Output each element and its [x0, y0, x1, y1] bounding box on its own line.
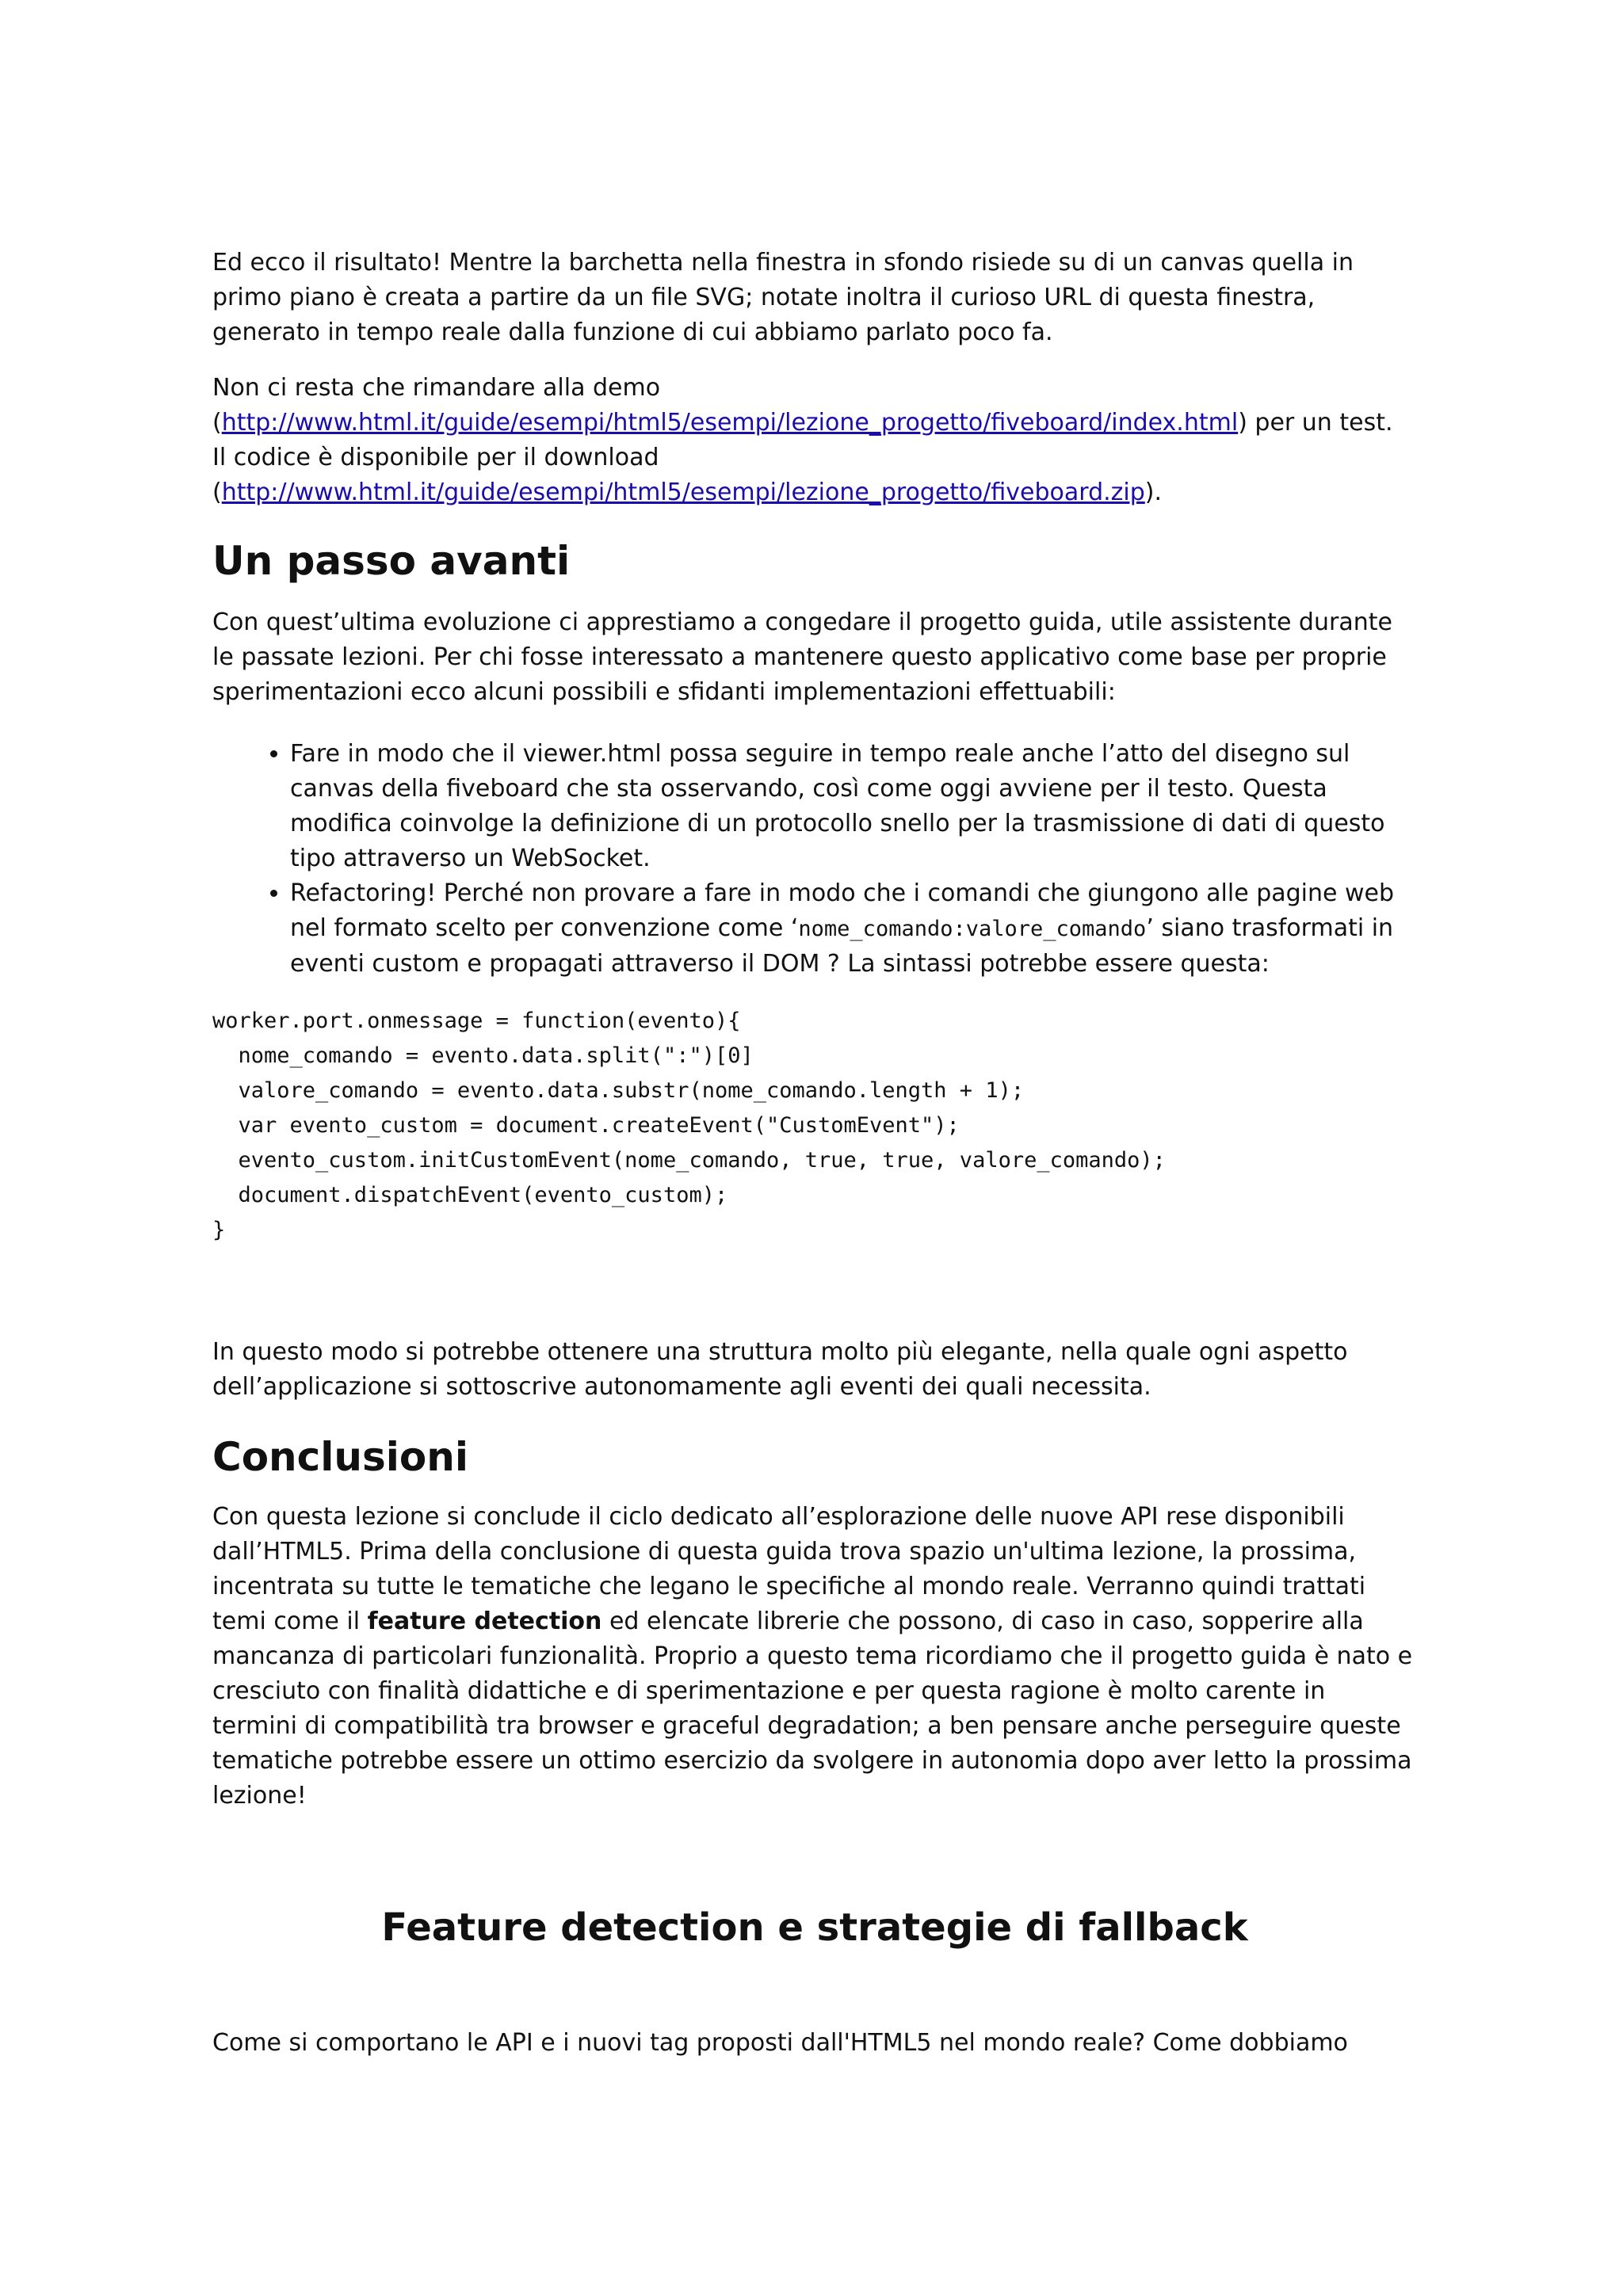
modo-paragraph: In questo modo si potrebbe ottenere una struttura molto più elegante, nella quale ogni aspetto dell’applicazione si sottoscrive autonomamente agli eventi dei quali necessita.	[212, 1338, 1348, 1401]
heading-un-passo-avanti: Un passo avanti	[212, 538, 571, 584]
demo-line1: Non ci resta che rimandare alla demo	[212, 374, 661, 402]
passo-paragraph: Con quest’ultima evoluzione ci apprestiamo a congedare il progetto guida, utile assistente durante le passate lezioni. Per chi fosse interessato a mantenere questo applicativo come base per proprie sperimentazioni ecco alcuni possibili e sfidanti implementazioni effettuabili:	[212, 608, 1392, 706]
code-line: evento_custom.initCustomEvent(nome_comando, true, true, valore_comando);	[212, 1148, 1166, 1173]
code-block	[212, 1004, 1417, 1248]
demo-link[interactable]: http://www.html.it/guide/esempi/html5/esempi/lezione_progetto/fiveboard/index.html	[221, 409, 1239, 437]
code-line: nome_comando = evento.data.split(":")[0]	[212, 1043, 754, 1068]
demo-after-link: ) per un test.	[1238, 409, 1393, 437]
inline-code-format: nome_comando:valore_comando	[798, 917, 1147, 941]
chapter-title: Feature detection e strategie di fallback	[381, 1905, 1248, 1950]
demo-paragraph	[212, 371, 1417, 510]
heading-conclusioni: Conclusioni	[212, 1434, 468, 1480]
code-line: valore_comando = evento.data.substr(nome_comando.length + 1);	[212, 1078, 1025, 1103]
spacer	[212, 1248, 1417, 1335]
next-paragraph: Come si comportano le API e i nuovi tag proposti dall'HTML5 nel mondo reale? Come dobbiamo	[212, 2029, 1348, 2057]
download-link[interactable]: http://www.html.it/guide/esempi/html5/esempi/lezione_progetto/fiveboard.zip	[221, 479, 1145, 506]
intro-paragraph: Ed ecco il risultato! Mentre la barchetta nella finestra in sfondo risiede su di un canvas quella in primo piano è creata a partire da un file SVG; notate inoltra il curioso URL di questa finestra, generato in tempo reale dalla funzione di cui abbiamo parlato poco fa.	[212, 249, 1354, 346]
download-after-link: ).	[1144, 479, 1163, 506]
document-page	[212, 246, 1417, 2061]
spacer	[212, 1953, 1417, 2026]
code-line: }	[212, 1218, 226, 1242]
refactoring-text-before: Refactoring! Perché non provare a fare in modo che i comandi che giungono alle pagine web nel formato scelto per convenzione come ‘	[290, 879, 1395, 942]
code-line: document.dispatchEvent(evento_custom);	[212, 1183, 728, 1207]
ideas-list	[212, 737, 1417, 982]
conclusioni-paragraph	[212, 1500, 1417, 1814]
code-line: var evento_custom = document.createEvent("CustomEvent");	[212, 1113, 960, 1138]
list-item-refactoring	[290, 876, 1417, 982]
demo-paren-open-1: (	[212, 409, 222, 437]
code-line: worker.port.onmessage = function(evento){	[212, 1009, 741, 1033]
download-line: Il codice è disponibile per il download	[212, 444, 659, 471]
bold-feature-detection: feature detection	[367, 1608, 602, 1635]
list-item-viewer: • Fare in modo che il viewer.html possa seguire in tempo reale anche l’atto del disegno sul canvas della fiveboard che sta osservando, così come oggi avviene per il testo. Questa modifica coinvolge la definizione di un protocollo snello per la trasmissione di dati di questo tipo attraverso un WebSocket.	[290, 737, 1417, 876]
download-paren-open: (	[212, 479, 222, 506]
conclusioni-text-before: Con questa lezione si conclude il ciclo dedicato all’esplorazione delle nuove API rese disponibili dall’HTML5. Prima della conclusione di questa guida trova spazio un'ultima lezione, la prossima, incentrata su tutte le tematiche che legano le specifiche al mondo reale. Verranno quindi trattati temi come il	[212, 1503, 1366, 1635]
refactoring-text-after: ’ siano trasformati in eventi custom e propagati attraverso il DOM ? La sintassi potrebbe essere questa:	[290, 914, 1394, 978]
conclusioni-text-after: ed elencate librerie che possono, di caso in caso, sopperire alla mancanza di particolari funzionalità. Proprio a questo tema ricordiamo che il progetto guida è nato e cresciuto con finalità didattiche e di sperimentazione e per questa ragione è molto carente in termini di compatibilità tra browser e graceful degradation; a ben pensare anche perseguire queste tematiche potrebbe essere un ottimo esercizio da svolgere in autonomia dopo aver letto la prossima lezione!	[212, 1608, 1413, 1810]
